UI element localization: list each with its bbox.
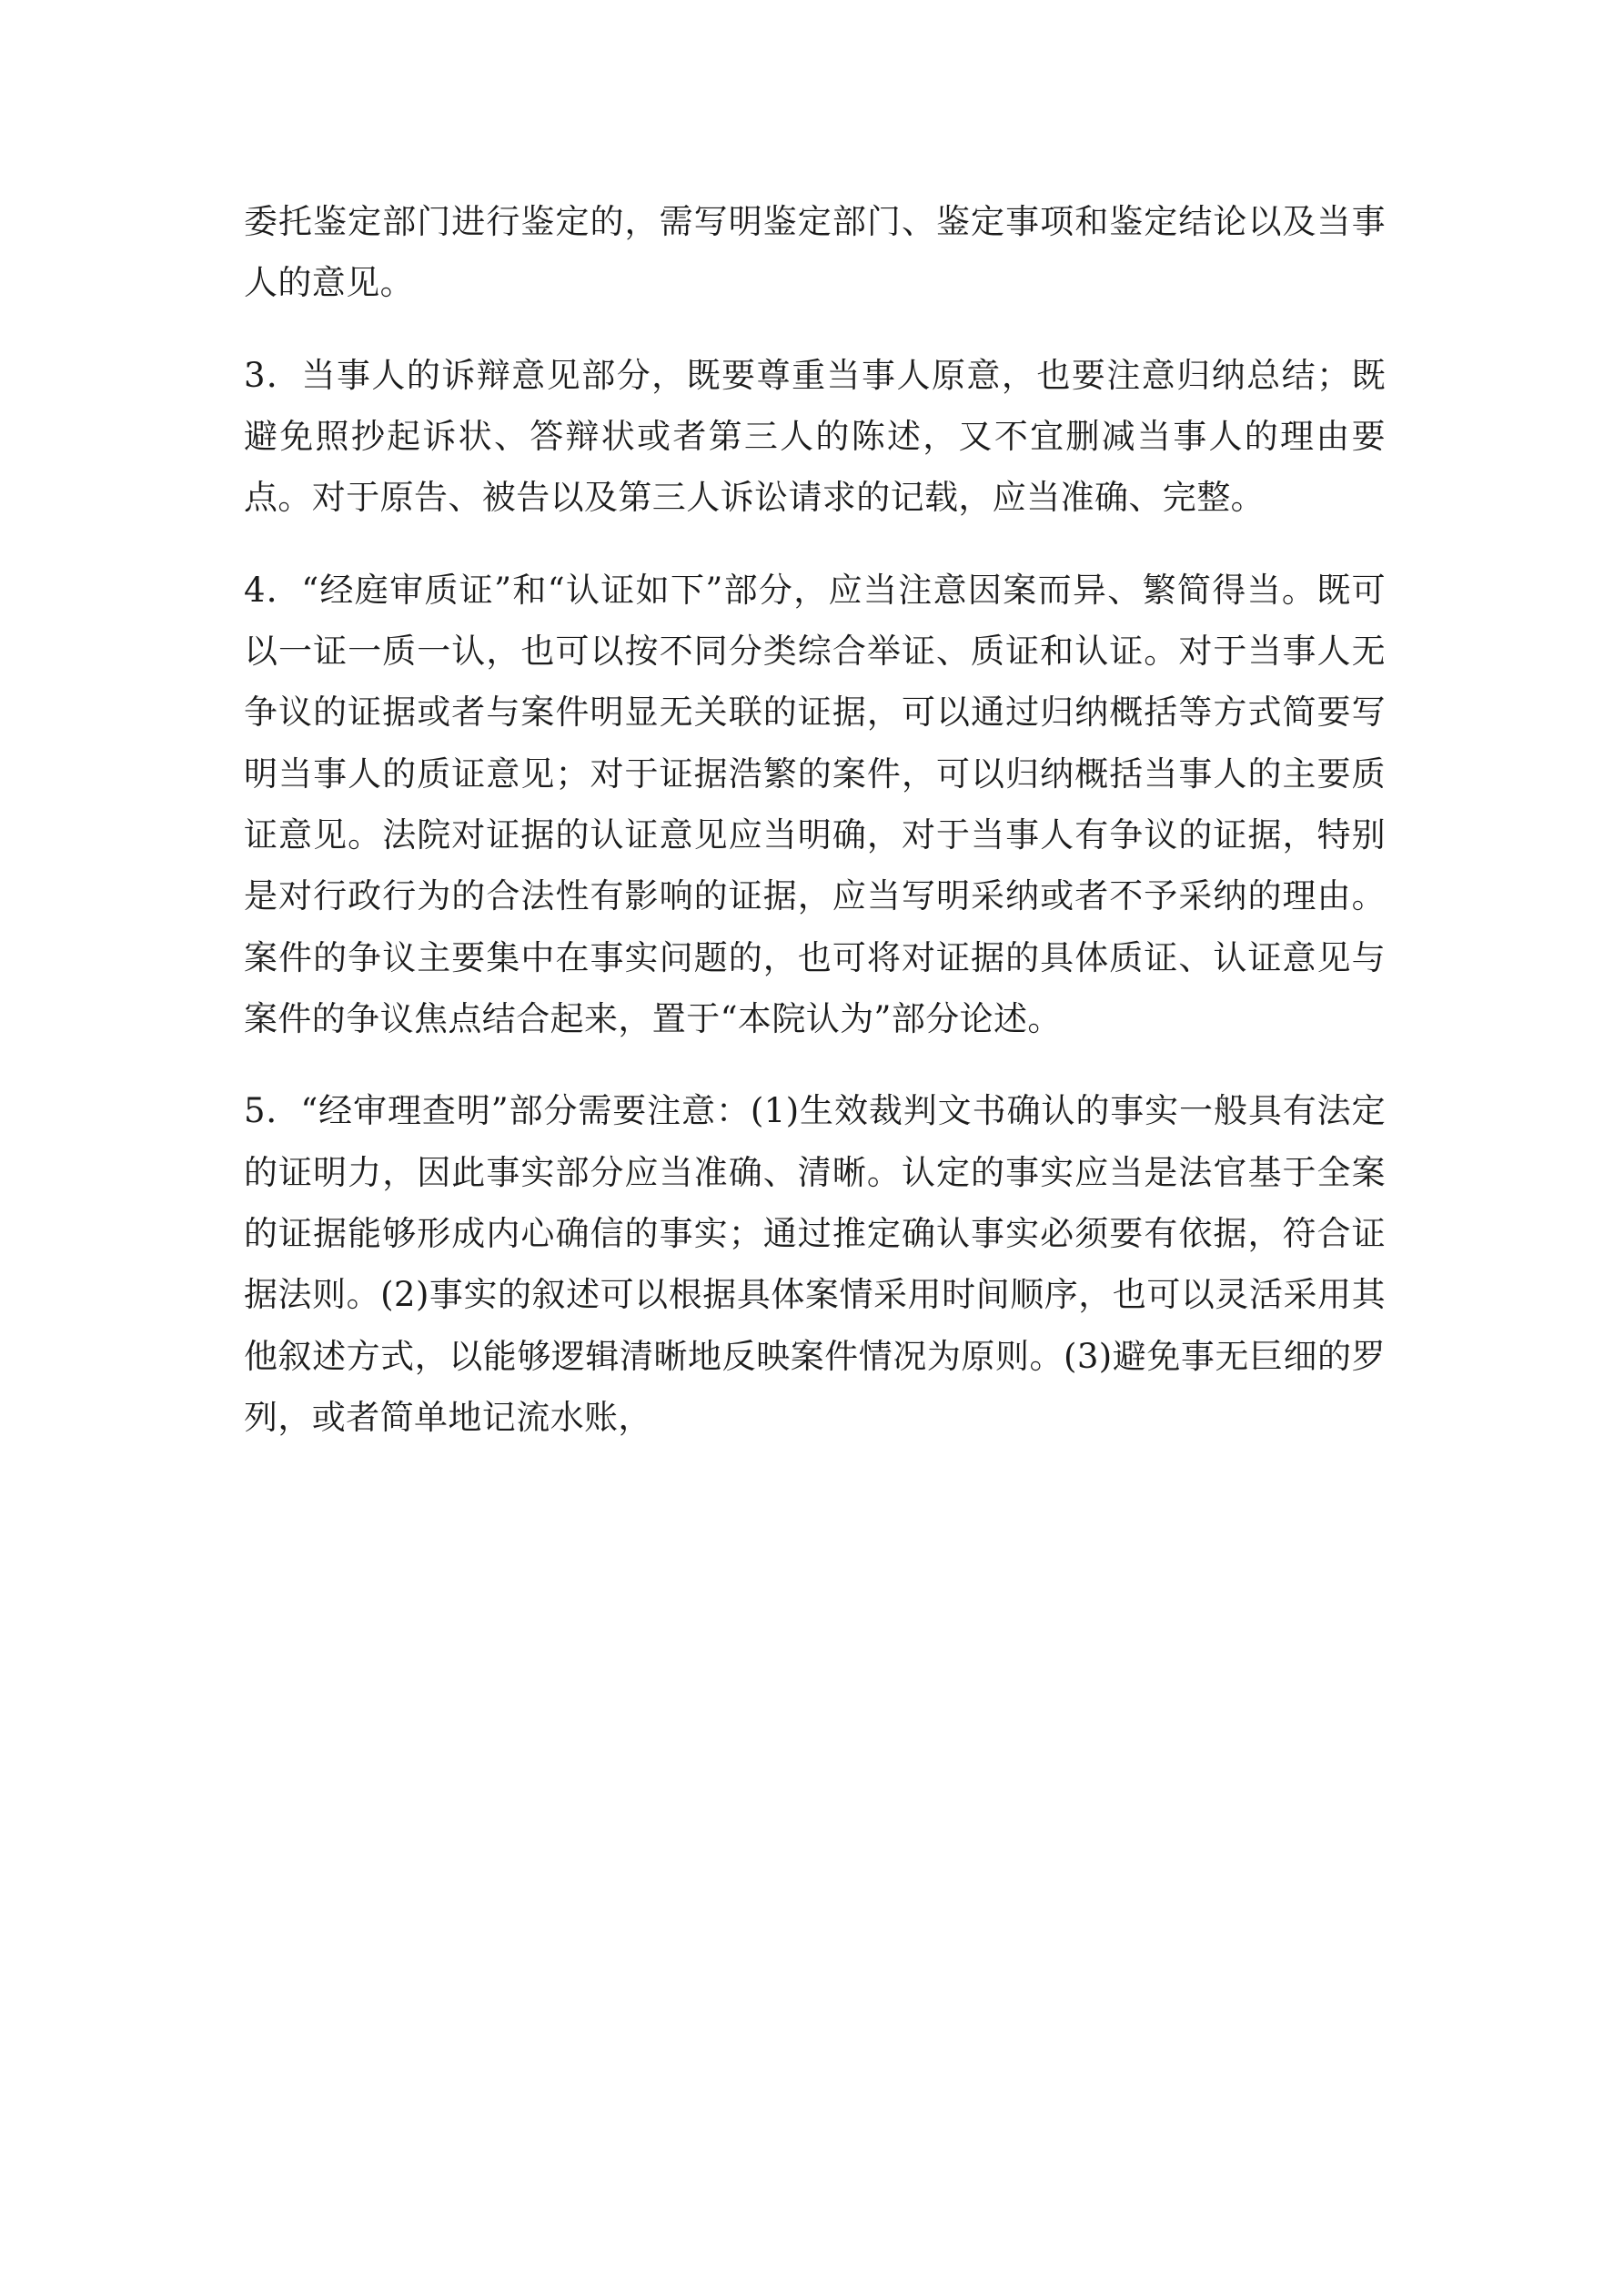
paragraph-continuation: 委托鉴定部门进行鉴定的，需写明鉴定部门、鉴定事项和鉴定结论以及当事人的意见。 bbox=[244, 202, 1386, 303]
document-body bbox=[244, 191, 1386, 1448]
paragraph-item-4: 4．“经庭审质证”和“认证如下”部分，应当注意因案而异、繁简得当。既可以一证一质一认，也可以按不同分类综合举证、质证和认证。对于当事人无争议的证据或者与案件明显无关联的证据，可以通过归纳概括等方式简要写明当事人的质证意见；对于证据浩繁的案件，可以归纳概括当事人的主要质证意见。法院对证据的认证意见应当明确，对于当事人有争议的证据，特别是对行政行为的合法性有影响的证据，应当写明采纳或者不予采纳的理由。案件的争议主要集中在事实问题的，也可将对证据的具体质证、认证意见与案件的争议焦点结合起来，置于“本院认为”部分论述。 bbox=[244, 570, 1386, 1038]
paragraph-item-5: 5．“经审理查明”部分需要注意：(1)生效裁判文书确认的事实一般具有法定的证明力，因此事实部分应当准确、清晰。认定的事实应当是法官基于全案的证据能够形成内心确信的事实；通过推定确认事实必须要有依据，符合证据法则。(2)事实的叙述可以根据具体案情采用时间顺序，也可以灵活采用其他叙述方式，以能够逻辑清晰地反映案件情况为原则。(3)避免事无巨细的罗列，或者简单地记流水账， bbox=[244, 1091, 1386, 1437]
paragraph-item-3: 3．当事人的诉辩意见部分，既要尊重当事人原意，也要注意归纳总结；既避免照抄起诉状、答辩状或者第三人的陈述，又不宜删减当事人的理由要点。对于原告、被告以及第三人诉讼请求的记载，应当准确、完整。 bbox=[244, 355, 1386, 518]
